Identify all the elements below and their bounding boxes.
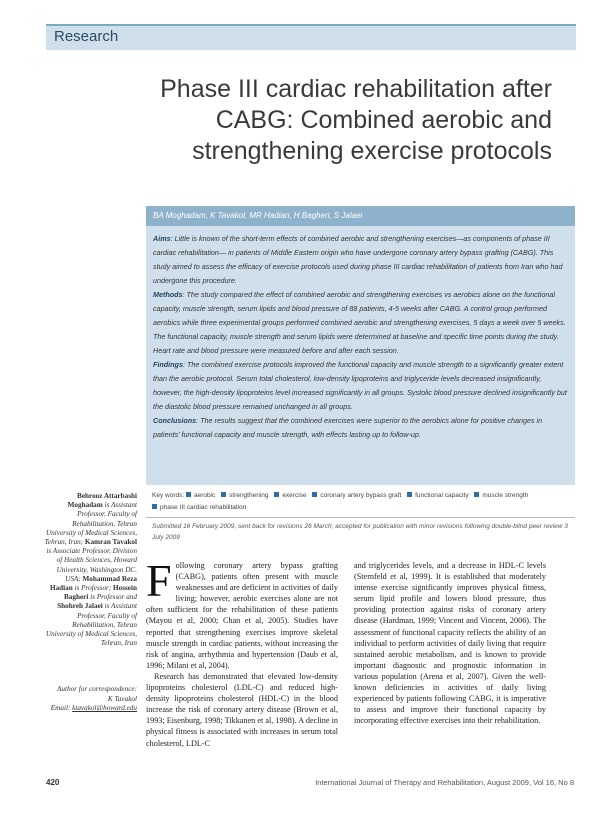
page-number: 420 [46,778,60,787]
keyword: phase III cardiac rehabilitation [152,504,246,511]
title-line: strengthening exercise protocols [192,137,552,165]
keyword: coronary artery bypass graft [312,492,401,499]
email-link[interactable]: ktavakol@howard.edu [72,704,137,712]
keywords [146,490,575,518]
drop-cap: F [146,555,172,606]
correspondence-name: K Tavakol [107,694,137,703]
keyword: exercise [274,492,306,499]
abstract-findings: Findings: The combined exercise protocols improved the functional capacity and muscle strength to a significantly greater extent than the aerobic protocol. Serum total cholesterol, low-density lipoproteins and triglyceride levels decreased insignificantly, however, the high-density lipoproteins level increased significantly in all groups. Systolic blood pressure declined insignificantly but the diastolic blood pressure remained unchanged in all groups. [153,360,567,411]
findings-label: Findings [153,360,183,369]
correspondence-label: Author for correspondence: [57,685,137,693]
abstract-methods: Methods: The study compared the effect of combined aerobic and strengthening exercises vs aerobics alone on the functional capacity, muscle strength, serum lipids and blood pressure of 88 patients, 4-5 weeks after CABG. A control group performed aerobics while three experimental groups performed combined aerobic and strengthening exercises, 5 days a week over 5 weeks. The functional capacity, muscle strength and serum lipids were determined at baseline and specific time points during the study. Heart rate and blood pressure were measured before and after each session. [153,290,566,355]
keyword: aerobic [186,492,215,499]
author-name: Kamran Tavakol [84,538,137,547]
body-column-right [354,560,546,726]
abstract-box [146,206,575,485]
paragraph: and triglycerides levels, and a decrease in HDL-C levels (Sternfeld et al, 1999). It is established that moderately intense exercise significantly improves physical fitness, serum lipid profile and lowers blood pressure, thus providing protection against risks of coronary artery disease (Hardman, 1999; Vincent and Vincent, 2006). The assessment of functional capacity reflects the ability of an individual to perform activities of daily living that require sustained aerobic metabolism, and is known to provide important diagnostic and prognostic information in various population (Arena et al, 2007). Given the well-known deficiencies in activities of daily living experienced by patients following CABG, it is imperative to assess and improve their functional capacity by incorporating effective exercises into their rehabilitation. [354,561,546,726]
abstract-aims: Aims: Little is known of the short-term effects of combined aerobic and strengthening exercises—as components of phase III cardiac rehabilitation— in patients of Middle Eastern origin who have undergone coronary artery bypass grafting (CABG). This study aimed to assess the efficacy of exercise protocols used during phase III cardiac rehabilitation of patients from Iran who had undergone this procedure. [153,234,563,285]
keyword: strengthening [221,492,268,499]
correspondence-email-row [44,704,137,714]
keyword: muscle strength [474,492,528,499]
author-list: BA Moghadam, K Tavakol, MR Hadian, H Bagheri, S Jalaei [146,206,575,226]
author-name: Behrooz Attarbashi Moghadam [67,492,137,510]
section-label: Research [54,28,119,45]
abstract-body [146,226,575,442]
journal-citation: International Journal of Therapy and Rehabilitation, August 2009, Vol 16, No 8 [315,778,574,787]
paragraph: Research has demonstrated that elevated low-density lipoproteins cholesterol (LDL-C) and reduced high-density lipoproteins cholesterol (HDL-C) in the blood increase the risk of coronary artery disease (Brown et al, 1993; Eisenburg, 1998; Tikkanen et al, 1998). A decline in physical fitness is associated with increases in serum total cholesterol, LDL-C [146,671,338,748]
email-label: Email: [50,704,71,712]
author-name: Hossein Bagheri [63,584,137,602]
abstract-conclusions: Conclusions: The results suggest that the combined exercises were superior to the aerobics alone for positive changes in patients' functional capacity and muscle strength, with effects lasting up to follow-up. [153,416,543,439]
body-column-left [146,555,338,749]
methods-label: Methods [153,290,183,299]
author-name: Shohreh Jalaei [57,602,103,611]
section-header-bar [46,24,576,50]
article-title [122,74,552,167]
conclusions-label: Conclusions [153,416,197,425]
submission-history: Submitted 16 February 2009, sent back for revisions 26 March; accepted for publication with minor revisions following double-blind peer review 3 July 2009 [152,523,568,541]
correspondence [44,685,137,714]
author-name: Mohammad Reza Hadian [49,574,137,593]
title-line: Phase III cardiac rehabilitation after [160,75,552,103]
title-line: CABG: Combined aerobic and [215,106,552,134]
keywords-label: Key words: [152,492,185,499]
paragraph: Following coronary artery bypass grafting (CABG), patients often present with muscle weaknesses and are deficient in activities of daily living; however, aerobic exercises alone are not often sufficient for the rehabilitation of these patients (Mayou et al, 2000; Chan et al, 2005). Studies have reported that strengthening exercises improve skeletal muscle strength in cardiac patients, without increasing the risk of angina, arrhythmia and hypertension (Daub et al, 1996; Milani et al, 2004). [146,555,338,670]
aims-label: Aims [153,234,171,243]
author-affiliations: Behrooz Attarbashi Moghadam is Assistant Professor, Faculty of Rehabilitation, Tehran University of Medical Sciences, Tehran, Iran; Kamran Tavakol is Associate Professor, Division of Health Sciences, Howard University, Washington DC. USA; Mohammad Reza Hadian is Professor; Hossein Bagheri is Professor and Shohreh Jalaei is Assistant Professor, Faculty of Rehabilitation, Tehran University of Medical Sciences, Tehran, Iran [44,492,137,648]
keyword: functional capacity [407,492,468,499]
